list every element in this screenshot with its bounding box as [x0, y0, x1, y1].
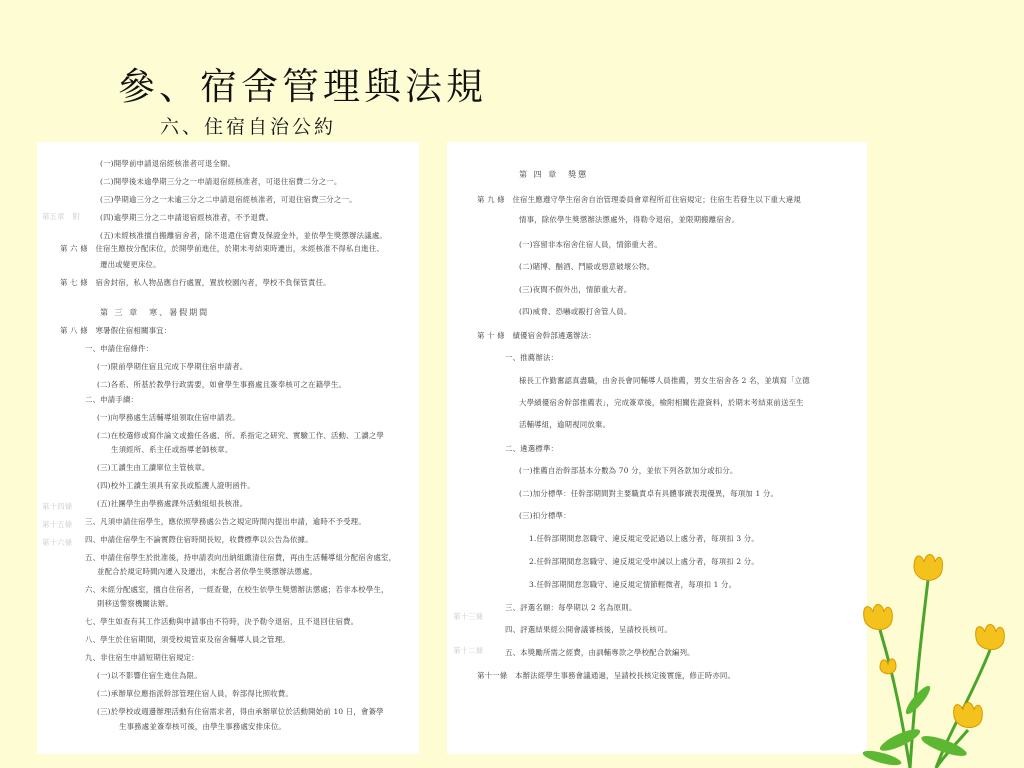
doc-line: 二、申請手續：	[85, 395, 139, 404]
doc-line: 五、申請住宿學生於批准後，持申請表向出納組繳清住宿費，再由生活輔導組分配宿舍處室，	[85, 553, 397, 562]
doc-line: (二)賭博、酗酒、鬥毆或惡意破壞公物。	[519, 262, 655, 271]
doc-line: 様長工作勤奮認真盡職，由舍長會同輔導人員推薦，男女生宿舍各 2 名，並填寫「立德	[519, 376, 810, 385]
doc-line: 四、評選結果經公開會議審核後，呈請校長核可。	[505, 625, 672, 634]
slide-title: 參、宿舍管理與法規	[118, 65, 487, 108]
doc-line: (一)限前學期住宿且完成下學期住宿申請者。	[97, 362, 248, 371]
document-page-left	[37, 142, 419, 754]
chapter-heading: 第 三 章 寒、暑假期間	[100, 308, 210, 317]
doc-line: 一、推薦辦法：	[505, 353, 559, 362]
ghost-text: 第五章 附	[42, 212, 80, 221]
ghost-text: 第十二條	[453, 646, 484, 655]
doc-line: 七、學生如查有其工作活動與申請事由不符時，決予勒令退宿，且不退回住宿費。	[85, 617, 359, 626]
doc-line: (五)社團學生由學務處課外活動組組長核准。	[97, 499, 248, 508]
doc-line: (三)扣分標準：	[519, 511, 571, 520]
doc-line: (二)在校選修或寫作論文或擔任各處、所、系指定之研究、實驗工作、活動、工讀之學	[97, 431, 385, 440]
doc-line: 2.任幹部期間怠忽職守、違反規定受申誡以上處分者，每項扣 2 分。	[529, 557, 759, 566]
doc-line: (三)學期逾三分之一未逾三分之二申請退宿經核准者，可退住宿費三分之一。	[100, 195, 357, 204]
doc-line: (一)容留非本宿舍住宿人員，情節重大者。	[519, 240, 662, 249]
doc-line: 生須經所、系主任或指導老師核章。	[111, 445, 233, 454]
doc-line: (三)工讀生由工讀單位主管核章。	[97, 463, 210, 472]
doc-line: (三)夜間不假外出，情節重大者。	[519, 285, 632, 294]
doc-line: (二)各系、所基於教學行政需要，如會學生事務處且簽奉核可之在籍學生。	[97, 380, 347, 389]
doc-line: 二、遴選標準：	[505, 444, 559, 453]
doc-line: 第 六 條 住宿生應按分配床位，於開學前進住，於期末考結束時遷出，未經核准不得私自進住、	[60, 244, 384, 253]
doc-line: (一)推薦自治幹部基本分數為 70 分，並依下列各款加分或扣分。	[519, 466, 738, 475]
doc-line: (四)威脅、恐嚇或毆打舍管人員。	[519, 307, 632, 316]
doc-line: (二)開學後未逾學期三分之一申請退宿經核准者，可退住宿費二分之一。	[100, 177, 342, 186]
doc-line: 六、未經分配處室，擅自住宿者，一經查覺，在校生依學生獎懲辦法懲處；若非本校學生，	[85, 585, 389, 594]
yellow-flowers-icon	[840, 540, 1024, 768]
doc-line: 三、凡須申請住宿學生，應依照學務處公告之規定時間內提出申請，逾時不予受理。	[85, 517, 366, 526]
doc-line: 並配合於規定時間內遷入及遷出，未配合者依學生獎懲辦法懲處。	[97, 567, 318, 576]
doc-line: (一)以不影響住宿生進住為限。	[97, 671, 202, 680]
doc-line: 3.任幹部期間怠忽職守、違反規定情節輕微者，每項扣 1 分。	[529, 580, 737, 589]
doc-line: 一、申請住宿條件：	[85, 344, 154, 353]
doc-line: (四)逾學期三分之二申請退宿經核准者，不予退費。	[100, 213, 274, 222]
doc-line: 三、評選名額：每學期以 2 名為原則。	[505, 603, 637, 612]
doc-line: 活輔導組，逾期視同放棄。	[519, 420, 611, 429]
doc-line: 第 九 條 住宿生應遵守學生宿舍自治管理委員會章程所訂住宿規定；住宿生若發生以下重大違規	[477, 195, 801, 204]
doc-line: 1.任幹部期間怠忽職守、違反規定受記過以上處分者，每項扣 3 分。	[529, 534, 759, 543]
doc-line: 八、學生於住宿期間，須受校規管束及宿舍輔導人員之管理。	[85, 635, 290, 644]
doc-line: (二)加分標準：任幹部期間對主要職責卓有具體事蹟表現優異，每項加 1 分。	[519, 489, 779, 498]
doc-line: (二)承辦單位應指派幹部管理住宿人員，幹部得比照收費。	[97, 689, 293, 698]
doc-line: 大學績優宿舍幹部推薦表」，完成簽章後，檢附相關佐證資料，於期末考結束前送至生	[519, 398, 804, 407]
doc-line: 四、申請住宿學生不論實際住宿時間長短，收費標準以公告為依據。	[85, 535, 313, 544]
slide-subtitle: 六、住宿自治公約	[160, 116, 337, 138]
doc-line: (五)未經核准擅自搬離宿舍者，除不退還住宿費及保證金外，並依學生獎懲辦法議處。	[100, 231, 388, 240]
doc-line: (四)校外工讀生須具有家長或監護人證明函件。	[97, 481, 255, 490]
doc-line: 第十一條 本辦法經學生事務會議通過，呈請校長核定後實施，修正時亦同。	[477, 671, 736, 680]
doc-line: (一)開學前申請退宿經核准者可退全額。	[100, 159, 236, 168]
doc-line: 九、非住宿生申請短期住宿規定：	[85, 653, 199, 662]
ghost-text: 第十三條	[453, 612, 484, 621]
doc-line: 情事，除依學生獎懲辦法懲處外，得勒令退宿，並限期搬離宿舍。	[519, 215, 740, 224]
doc-line: 第 十 條 績優宿舍幹部遴選辦法：	[477, 331, 596, 340]
doc-line: 第 八 條 寒暑假住宿相關事宜：	[60, 326, 172, 335]
ghost-text: 第十六條	[42, 538, 73, 547]
ghost-text: 第十五條	[42, 520, 73, 529]
doc-line: 則移送警察機關法辦。	[97, 599, 173, 608]
chapter-heading: 第 四 章 獎懲	[519, 170, 589, 179]
doc-line: 第 七 條 宿舍封宿，私人物品應自行處置，置放校園內者，學校不負保管責任。	[60, 278, 331, 287]
document-page-right	[447, 142, 867, 754]
doc-line: 五、本獎勵所需之經費，由訓輔專款之學校配合款編列。	[505, 648, 695, 657]
ghost-text: 第十四條	[42, 502, 73, 511]
doc-line: (一)向學務處生活輔導組領取住宿申請表。	[97, 413, 240, 422]
doc-line: (三)於學校或週邊辦理活動有住宿需求者，得由承辦單位於活動開始前 10 日，會簽學	[97, 707, 384, 716]
doc-line: 生事務處並簽奉核可後，由學生事務處安排床位。	[119, 722, 286, 731]
doc-line: 遷出或變更床位。	[100, 260, 161, 269]
